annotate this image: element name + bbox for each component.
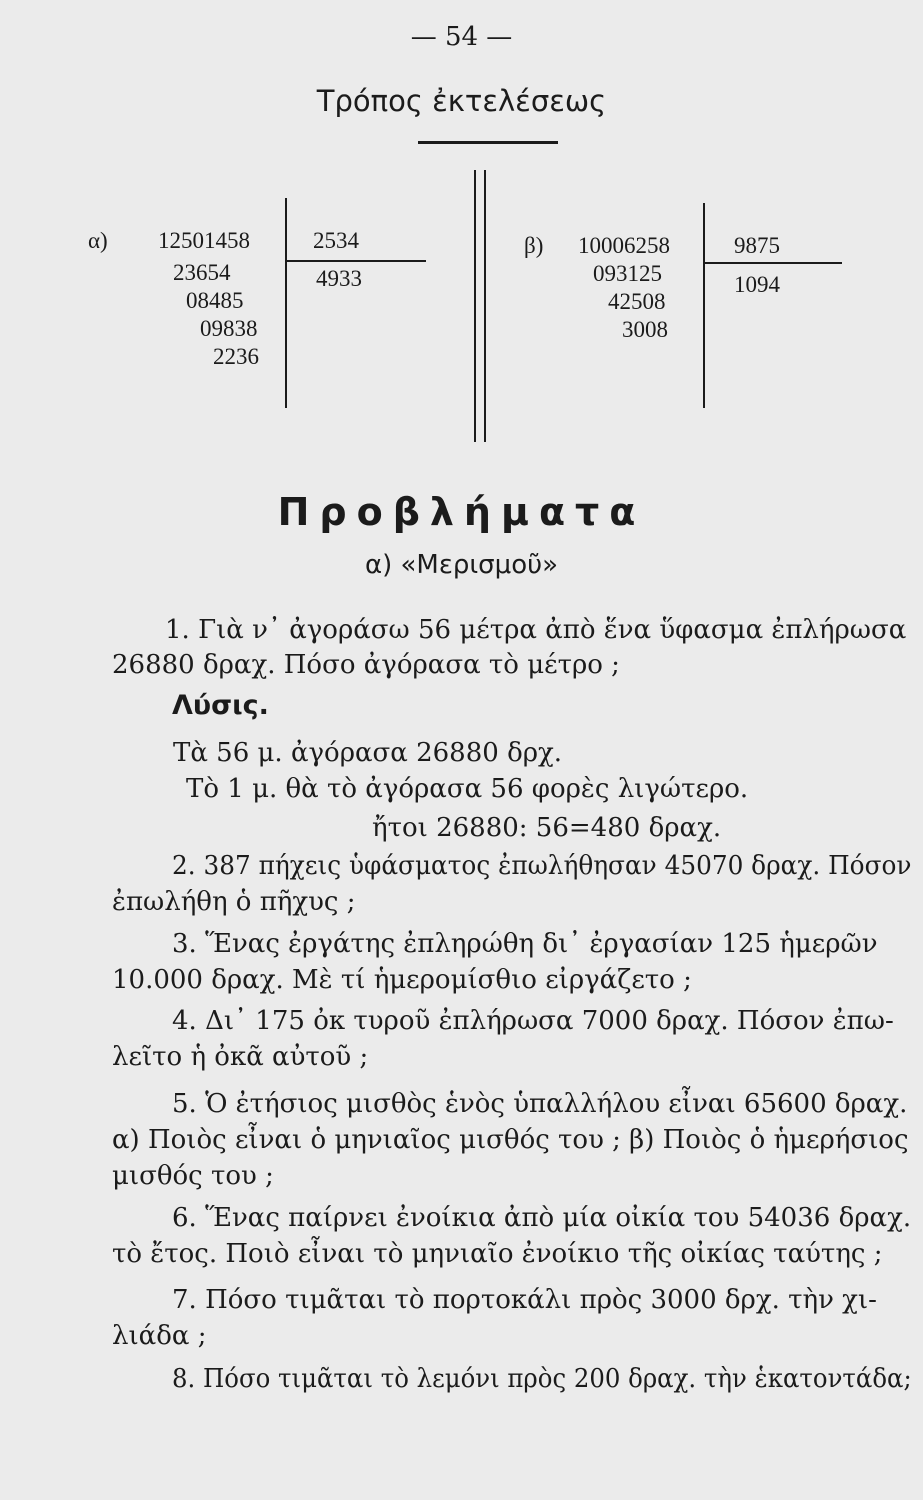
division-a-label: α) [88,228,108,253]
division-b-vertical-bar [703,203,705,408]
problem-2-line: ἐπωλήθη ὁ πῆχυς ; [112,887,356,917]
division-a-divisor: 2534 [313,228,359,253]
division-a-dividend-line: 12501458 [158,228,250,253]
division-a-dividend-line: 23654 [173,260,231,285]
problem-5-line: 5. Ὁ ἐτήσιος μισθὸς ἑνὸς ὑπαλλήλου εἶναι 65600 δραχ. [172,1089,908,1119]
problem-1-line: 1. Γιὰ ν᾿ ἀγοράσω 56 μέτρα ἀπὸ ἕνα ὕφασμα ἐπλήρωσα [165,615,907,645]
subsection-title: α) «Μερισμοῦ» [364,550,559,580]
division-a-dividend-line: 2236 [213,344,259,369]
column-separator [484,170,486,442]
page-title: Τρόπος ἐκτελέσεως [316,84,607,118]
title-rule [418,141,558,144]
solution-label: Λύσις. [172,690,269,721]
section-title: Προβλήματα [277,490,646,534]
division-b-label: β) [524,233,544,258]
division-b-dividend-line: 42508 [608,289,666,314]
problem-2-line: 2. 387 πήχεις ὑφάσματος ἐπωλήθησαν 45070 δραχ. Πόσον [172,851,912,881]
division-b-dividend-line: 10006258 [578,233,670,258]
solution-line: Τὸ 1 μ. θὰ τὸ ἀγόρασα 56 φορὲς λιγώτερο. [186,774,749,804]
problem-6-line: 6. Ἕνας παίρνει ἐνοίκια ἀπὸ μία οἰκία του 54036 δραχ. [172,1203,912,1233]
problem-7-line: λιάδα ; [112,1321,207,1351]
problem-4-line: 4. Δι᾿ 175 ὀκ τυροῦ ἐπλήρωσα 7000 δραχ. Πόσον ἐπω- [172,1006,894,1036]
problem-3-line: 10.000 δραχ. Μὲ τί ἡμερομίσθιο εἰργάζετο ; [112,965,692,995]
division-b-dividend-line: 3008 [622,317,668,342]
page-number: — 54 — [410,22,513,52]
solution-line: ἤτοι 26880: 56=480 δραχ. [372,813,722,843]
division-a-dividend-line: 08485 [186,288,244,313]
solution-line: Τὰ 56 μ. ἀγόρασα 26880 δρχ. [173,738,563,768]
problem-3-line: 3. Ἕνας ἐργάτης ἐπληρώθη δι᾿ ἐργασίαν 125 ἡμερῶν [172,929,878,959]
problem-7-line: 7. Πόσο τιμᾶται τὸ πορτοκάλι πρὸς 3000 δρχ. τὴν χι- [172,1285,877,1315]
division-b-dividend-line: 093125 [593,261,662,286]
division-a-quotient: 4933 [316,266,362,291]
problem-8-line: 8. Πόσο τιμᾶται τὸ λεμόνι πρὸς 200 δραχ. τὴν ἑκατοντάδα; [172,1364,912,1394]
problem-6-line: τὸ ἔτος. Ποιὸ εἶναι τὸ μηνιαῖο ἐνοίκιο τῆς οἰκίας ταύτης ; [112,1239,883,1269]
column-separator [474,170,476,442]
division-b-divisor-rule [704,262,842,264]
problem-1-line: 26880 δραχ. Πόσο ἀγόρασα τὸ μέτρο ; [112,650,620,680]
division-b-quotient: 1094 [734,272,780,297]
problem-5-line: μισθός του ; [112,1161,274,1191]
division-a-divisor-rule [286,260,426,262]
problem-5-line: α) Ποιὸς εἶναι ὁ μηνιαῖος μισθός του ; β) Ποιὸς ὁ ἡμερήσιος [112,1125,909,1155]
division-b-divisor: 9875 [734,233,780,258]
problem-4-line: λεῖτο ἡ ὀκᾶ αὐτοῦ ; [112,1042,369,1072]
division-a-vertical-bar [285,198,287,408]
division-a-dividend-line: 09838 [200,316,258,341]
